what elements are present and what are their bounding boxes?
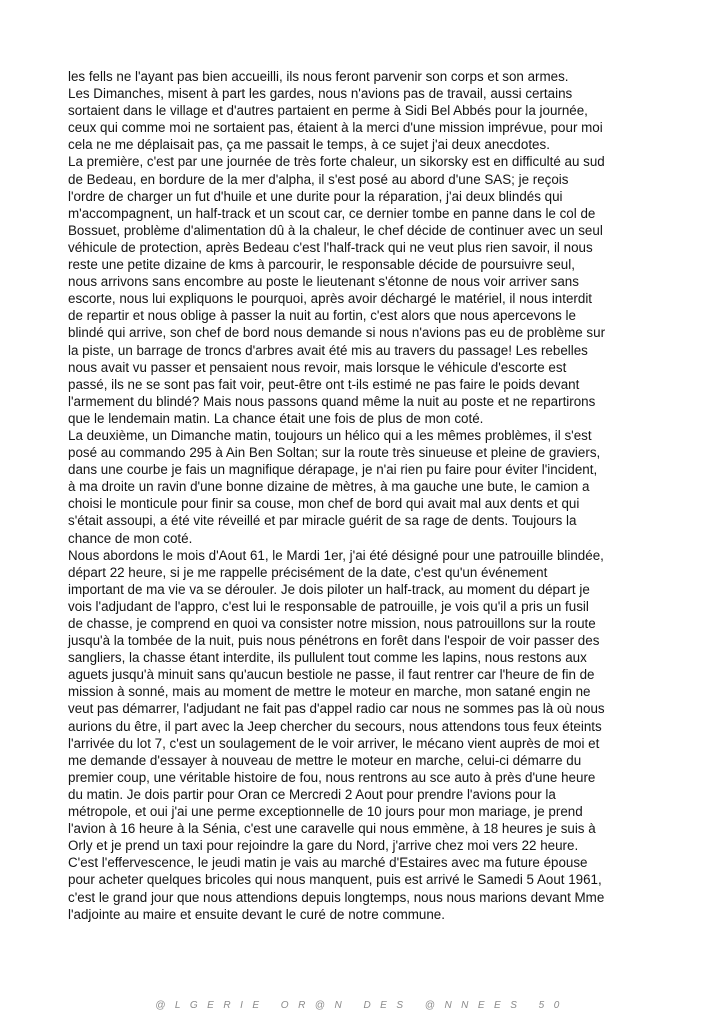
text-line: du matin. Je dois partir pour Oran ce Mercredi 2 Aout pour prendre l'avions pour la xyxy=(68,786,556,802)
text-line: posé au commando 295 à Ain Ben Soltan; sur la route très sinueuse et pleine de graviers, xyxy=(68,445,601,461)
paragraph xyxy=(68,427,660,547)
text-line: dans une courbe je fais un magnifique dérapage, je n'ai rien pu faire pour éviter l'incident, xyxy=(68,462,598,478)
text-line: les fells ne l'ayant pas bien accueilli, ils nous feront parvenir son corps et son armes. xyxy=(68,69,569,84)
text-line: nous arrivons sans encombre au poste le lieutenant s'étonne de nous voir arriver sans xyxy=(68,274,579,290)
text-line: pour acheter quelques bricoles qui nous manquent, puis est arrivé le Samedi 5 Aout 1961, xyxy=(68,872,602,888)
text-line: l'armement du blindé? Mais nous passons quand même la nuit au poste et ne repartirons xyxy=(68,393,596,409)
text-line: l'avion à 16 heure à la Sénia, c'est une caravelle qui nous emmène, à 18 heures je suis à xyxy=(68,821,596,837)
text-line: à ma droite un ravin d'une bonne dizaine de mètres, à ma gauche une bute, le camion a xyxy=(68,479,590,495)
text-line: mission à sonné, mais au moment de mettre le moteur en marche, mon satané engin ne xyxy=(68,684,591,700)
text-line: important de ma vie va se dérouler. Je dois piloter un half-track, au moment du départ je xyxy=(68,581,590,597)
text-line: sangliers, la chasse étant interdite, ils pullulent tout comme les lapins, nous restons aux xyxy=(68,650,587,666)
text-line: de chasse, je comprend en quoi va consister notre mission, nous patrouillons sur la route xyxy=(68,616,596,631)
text-line: vois l'adjudant de l'appro, c'est lui le responsable de patrouille, je vois qu'il a pris un fusil xyxy=(68,598,589,614)
text-line: Nous abordons le mois d'Aout 61, le Mardi 1er, j'ai été désigné pour une patrouille blindée, xyxy=(68,547,604,563)
text-line: me demande d'essayer à nouveau de mettre le moteur en marche, celui-ci démarre du xyxy=(68,752,582,768)
text-line: blindé qui arrive, son chef de bord nous demande si nous n'avions pas eu de problème sur xyxy=(68,325,606,341)
text-line: jusqu'à la tombée de la nuit, puis nous pénétrons en forêt dans l'espoir de voir passer des xyxy=(68,633,600,649)
text-line: ceux qui comme moi ne sortaient pas, étaient à la merci d'une mission imprévue, pour moi xyxy=(68,120,603,136)
text-line: l'arrivée du lot 7, c'est un soulagement de le voir arriver, le mécano vient auprès de moi et xyxy=(68,735,600,751)
text-line: l'adjointe au maire et ensuite devant le curé de notre commune. xyxy=(68,906,445,922)
text-line: s'était assoupi, a été vite réveillé et par miracle guérit de sa rage de dents. Toujours la xyxy=(68,513,577,529)
text-line: La deuxième, un Dimanche matin, toujours un hélico qui a les mêmes problèmes, il s'est xyxy=(68,427,592,443)
text-line: La première, c'est par une journée de très forte chaleur, un sikorsky est en difficulté au sud xyxy=(68,154,605,170)
text-line: Les Dimanches, misent à part les gardes, nous n'avions pas de travail, aussi certains xyxy=(68,86,573,102)
page-footer: @LGERIE OR@N DES @NNEES 50 xyxy=(155,1000,569,1011)
text-line: escorte, nous lui expliquons le pourquoi, après avoir déchargé le matériel, il nous interdit xyxy=(68,291,593,307)
text-line: premier coup, une véritable histoire de fou, nous rentrons au sce auto à près d'une heure xyxy=(68,769,596,785)
text-line: chance de mon coté. xyxy=(68,530,193,546)
text-line: la piste, un barrage de troncs d'arbres avait été mis au travers du passage! Les rebelles xyxy=(68,342,588,358)
paragraph xyxy=(68,547,660,855)
text-line: de Bedeau, en bordure de la mer d'alpha, il s'est posé au abord d'une SAS; je reçois xyxy=(68,171,569,187)
text-line: aguets jusqu'à minuit sans qu'aucun bestiole ne passe, il faut rentrer car l'heure de fin de xyxy=(68,667,595,683)
text-line: métropole, et oui j'ai une perme exceptionnelle de 10 jours pour mon mariage, je prend xyxy=(68,804,583,820)
text-line: de repartir et nous oblige à passer la nuit au fortin, c'est alors que nous apercevons le xyxy=(68,308,576,324)
paragraph xyxy=(68,68,660,85)
text-line: aurions du être, il part avec la Jeep chercher du secours, nous attendons tous feux éteints xyxy=(68,718,602,734)
text-line: nous avait vu passer et pensaient nous revoir, mais lorsque le véhicule d'escorte est xyxy=(68,359,567,375)
paragraph xyxy=(68,85,660,153)
text-line: départ 22 heure, si je me rappelle précisément de la date, c'est qu'un événement xyxy=(68,564,548,580)
paragraph xyxy=(68,854,660,922)
text-line: C'est l'effervescence, le jeudi matin je vais au marché d'Estaires avec ma future épouse xyxy=(68,855,588,871)
text-line: choisi le monticule pour finir sa couse, mon chef de bord qui avait mal aux dents et qui xyxy=(68,496,580,512)
text-line: Orly et je prend un taxi pour rejoindre la gare du Nord, j'arrive chez moi vers 22 heure. xyxy=(68,838,579,854)
text-line: sortaient dans le village et d'autres partaient en perme à Sidi Bel Abbés pour la journée, xyxy=(68,103,588,119)
text-line: Bossuet, problème d'alimentation dû à la chaleur, le chef décide de continuer avec un seul xyxy=(68,222,603,238)
text-line: cela ne me déplaisait pas, ça me passait le temps, à ce sujet j'ai deux anecdotes. xyxy=(68,137,550,153)
text-line: passé, ils ne se sont pas fait voir, peut-être ont t-ils estimé ne pas faire le poids devant xyxy=(68,376,580,392)
body-text xyxy=(68,68,660,923)
text-line: c'est le grand jour que nous attendions depuis longtemps, nous nous marions devant Mme xyxy=(68,889,605,905)
text-line: que le lendemain matin. La chance était une fois de plus de mon coté. xyxy=(68,410,484,426)
text-line: reste une petite dizaine de kms à parcourir, le responsable décide de poursuivre seul, xyxy=(68,257,575,273)
text-line: veut pas démarrer, l'adjudant ne fait pas d'appel radio car nous ne sommes pas là où nous xyxy=(68,701,605,717)
text-line: véhicule de protection, après Bedeau c'est l'half-track qui ne veut plus rien savoir, il nous xyxy=(68,239,593,255)
text-line: l'ordre de charger un fut d'huile et une durite pour la réparation, j'ai deux blindés qui xyxy=(68,188,563,204)
paragraph xyxy=(68,153,660,427)
text-line: m'accompagnent, un half-track et un scout car, ce dernier tombe en panne dans le col de xyxy=(68,205,596,221)
